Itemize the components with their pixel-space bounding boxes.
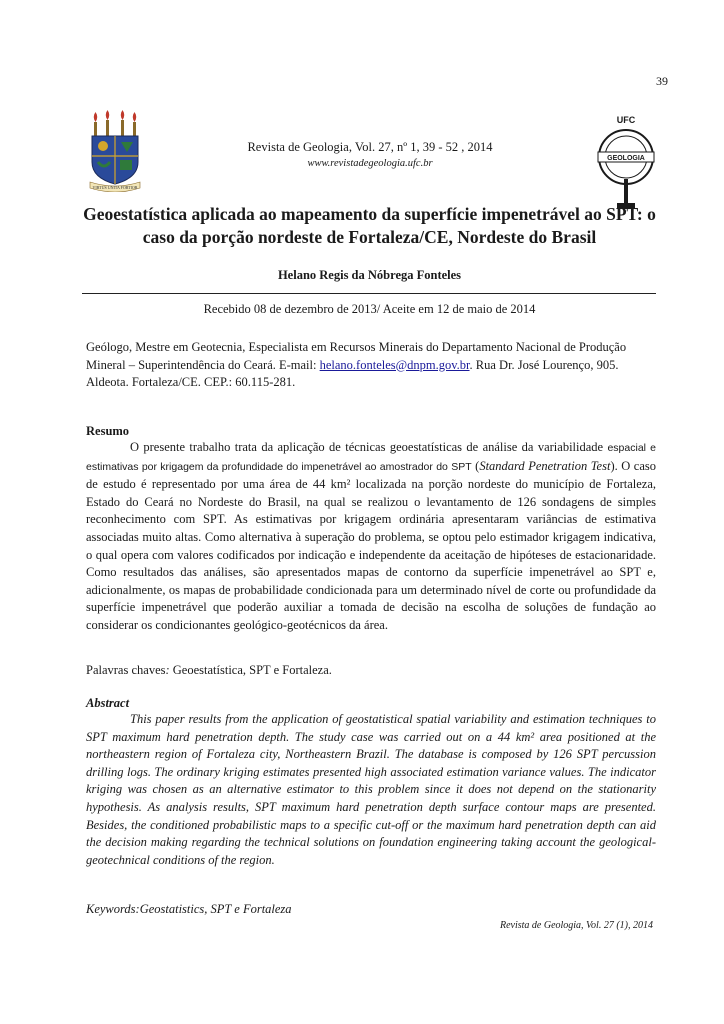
page-number: 39 — [656, 74, 668, 88]
resumo-part5: ). O caso de estudo é representado por uma área de 44 km² localizada na porção nordeste do município de Fortaleza, Estado do Ceará no Nordeste do Brasil, na qual se realizou o levantamento de 126 sondagens de simples reconhecimento com SPT. As estimativas por krigagem ordinária apresentaram variâncias de estimativa associadas muito altas. Como alternativa à superação do problema, se optou pelo estimador krigagem indicativa, o qual opera com valores codificados por indicação e independente da aceitação de hipóteses de estacionaridade. Como resultados das análises, são apresentados mapas de contorno da superfície impenetrável ao SPT e, adicionalmente, os mapas de probabilidade condicionada para um determinado nível de corte ou profundidade da superfície impenetrável que poderão auxiliar a tomada de decisão na escolha de soluções de fundação ao considerar os condicionantes geológico-geotécnicos da área. — [86, 458, 656, 632]
received-dates: Recebido 08 de dezembro de 2013/ Aceite em 12 de maio de 2014 — [203, 302, 536, 316]
ufc-geologia-seal-logo — [593, 113, 659, 217]
journal-website: www.revistadegeologia.ufc.br — [307, 158, 433, 169]
resumo-part1: O presente trabalho trata da aplicação de técnicas geoestatísticas de análise da variabilidade — [130, 440, 608, 454]
page-footer: Revista de Geologia, Vol. 27 (1), 2014 — [499, 920, 653, 931]
palavras-text: Geoestatística, SPT e Fortaleza. — [169, 663, 332, 677]
affiliation-address: . Rua Dr. José Lourenço, 905. Aldeota. Fortaleza/CE. CEP.: 60.115-281. — [86, 357, 619, 389]
torch-icon — [94, 110, 137, 136]
abstract-heading: Abstract — [86, 696, 130, 710]
resumo-heading: Resumo — [86, 424, 130, 438]
author-affiliation — [86, 339, 652, 392]
author-name: Helano Regis da Nóbrega Fonteles — [277, 268, 462, 282]
seal-top-text: UFC — [616, 115, 636, 125]
title-divider — [82, 293, 656, 294]
palavras-colon: : — [165, 663, 170, 677]
author-email-link[interactable]: helano.fonteles@dnpm.gov.br — [319, 357, 470, 372]
resumo-body — [86, 439, 656, 635]
affiliation-text: Geólogo, Mestre em Geotecnia, Especialista em Recursos Minerais do Departamento Nacional de Produção Mineral – Superintendência do Ceará. E-mail: — [86, 340, 627, 372]
palavras-label: Palavras chaves — [86, 663, 166, 677]
resumo-part2: espacial e estimativas por krigagem da profundidade do impenetrável ao amostrador do SPT — [86, 442, 656, 473]
journal-citation: Revista de Geologia, Vol. 27, nº 1, 39 - 52 , 2014 — [247, 140, 493, 154]
resumo-spt-term: Standard Penetration Test — [479, 458, 611, 473]
paper-title: Geoestatística aplicada ao mapeamento da superfície impenetrável ao SPT: o caso da porção nordeste de Fortaleza/CE, Nordeste do Brasil — [83, 204, 656, 247]
crest-motto: VIRTUS UNITA FORTIOR — [92, 185, 138, 190]
abstract-body — [86, 711, 656, 869]
seal-band-text: GEOLOGIA — [607, 155, 645, 162]
palavras-chaves — [86, 663, 646, 678]
abstract-text: This paper results from the application of geostatistical spatial variability and estimation techniques to SPT maximum hard penetration depth. The study case was carried out on a 44 km² area positioned at the northeastern region of Fortaleza city, Northeastern Brazil. The database is composed by 126 SPT percussion drilling logs. The ordinary kriging estimates presented high associated estimation variance values. The indicator kriging was chosen as an alternative estimator to this problem since it does not depend on the stationarity hypothesis. As analysis results, SPT maximum hard penetration depth surface contour maps are presented. Besides, the conditioned probabilistic maps to a specific cut-off or the maximum hard penetration depth can aid the decision making regarding the technical solutions on foundation engineering taking account the geological-geotechnical conditions of the region. — [86, 712, 656, 867]
resumo-part3: ( — [471, 458, 480, 473]
keywords-english: Keywords:Geostatistics, SPT e Fortaleza — [86, 902, 292, 916]
university-crest-logo — [88, 110, 142, 192]
